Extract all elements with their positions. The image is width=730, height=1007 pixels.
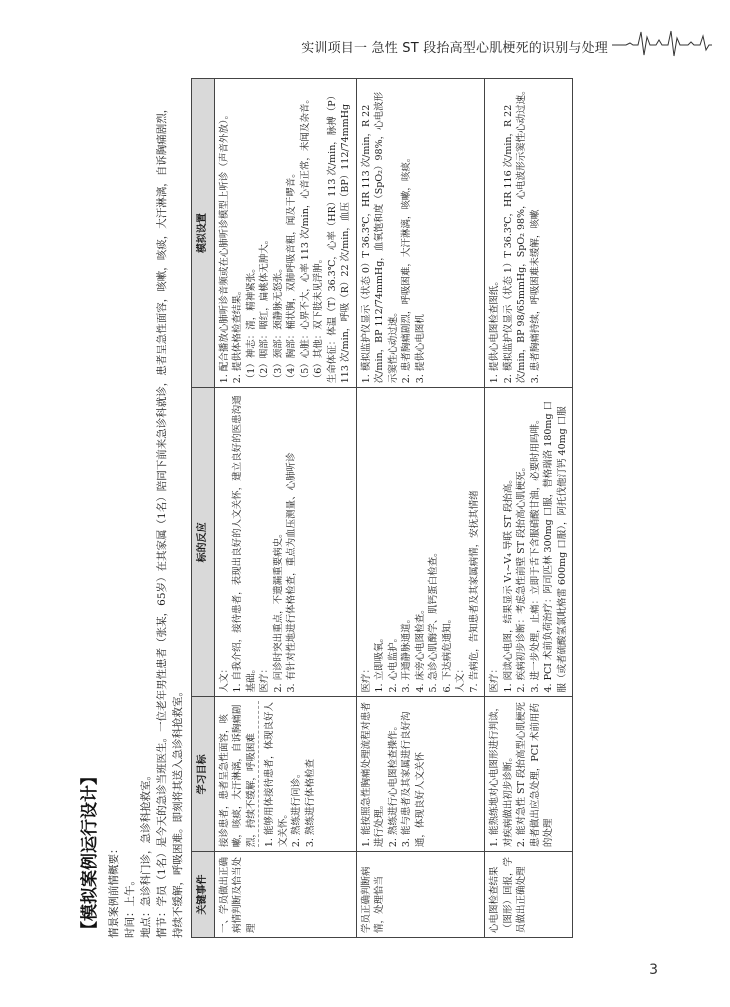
setting-item: 3. 提供心电图机 <box>414 314 426 384</box>
cell-objectives <box>485 697 573 852</box>
setting-item: 1. 配合播放心肺听诊音频或在心肺听诊模型上听诊（声音外放）。 <box>218 109 230 384</box>
simulation-table <box>191 78 573 938</box>
setting-item: （2）咽部：咽红，扁桃体无肿大。 <box>259 234 270 384</box>
ecg-wave-icon <box>612 28 712 58</box>
response-item: 4. 床旁心电图检查。 <box>414 604 426 693</box>
running-header-title: 实训项目一 急性 ST 段抬高型心肌梗死的识别与处理 <box>301 41 608 56</box>
cell-key-event <box>214 852 356 938</box>
response-item: 3. 开通静脉通道。 <box>401 613 412 693</box>
scenario-time: 时间：上午。 <box>124 875 136 938</box>
key-event-text: 心电图检查结果（图形）回报，学员做出正确处理 <box>489 856 527 933</box>
response-item: 6. 下达病危通知。 <box>441 613 453 693</box>
cell-settings <box>214 79 356 388</box>
setting-item: 2. 患者胸痛剧烈，呼吸困难，大汗淋漓，咳嗽，咳痰。 <box>401 152 412 384</box>
scenario-place: 地点：急诊科门诊，急诊科抢救室。 <box>140 770 152 938</box>
response-item: 1. 阅读心电图，结果显示 V₁~V₄ 导联 ST 段抬高。 <box>502 474 514 693</box>
setting-item: （3）颈部：颈静脉无怒张。 <box>272 263 284 384</box>
response-item: 人文： <box>455 663 466 693</box>
response-item: 3. 进一步处理，止痛：立即于舌下含服硝酸甘油，必要时用吗啡。 <box>529 414 541 693</box>
setting-item: 1. 模拟监护仪显示（状态 0）T 36.3℃，HR 113 次/min，R 22 次/min，BP 112/74mmHg，血氧饱和度（SpO₂）98%，心电波形示窦性心动过速。 <box>360 91 399 384</box>
cell-key-event <box>356 852 485 938</box>
header-setting: 模拟设置 <box>192 79 215 388</box>
objective-item: 2. 熟练进行心电图检查操作。 <box>387 721 399 848</box>
setting-item: 3. 患者胸痛持续，呼吸困难未缓解，咳嗽 <box>529 209 541 384</box>
patient-presentation: 接诊患者，患者呈急性面容，咳嗽，咳痰，大汗淋漓，自诉胸痛剧烈，持续不缓解，呼吸困难 <box>218 702 260 848</box>
cell-key-event <box>485 852 573 938</box>
response-item: 医疗： <box>489 663 500 693</box>
cell-responses <box>356 388 485 697</box>
cell-objectives <box>214 697 356 852</box>
objective-item: 3. 熟练进行体格检查 <box>304 759 316 848</box>
response-item: 4. PCI 术前负荷治疗：阿司匹林 300mg 口服，替格瑞洛 180mg 口服（或者硫酸氢氯吡格雷 600mg 口服），阿托伐他汀钙 40mg 口服 <box>543 400 568 693</box>
setting-item: （6）其他：双下肢未见浮肿。 <box>313 253 324 384</box>
setting-item: 2. 提供体格检查结果。 <box>232 285 243 384</box>
page-number: 3 <box>649 962 658 978</box>
objective-item: 3. 能与患者及其家属进行良好沟通，体现良好人文关怀 <box>401 711 426 848</box>
setting-item: （5）心脏：心界不大，心率 113 次/min，心音正常，未闻及杂音。 <box>299 94 311 384</box>
key-event-text: 学员正确判断病情，处理恰当 <box>360 866 385 933</box>
setting-item: 1. 提供心电图检查图纸。 <box>489 276 500 384</box>
response-item: 1. 立即吸氧。 <box>374 632 385 693</box>
response-item: 医疗： <box>259 663 270 693</box>
table-row <box>485 79 573 938</box>
objective-item: 1. 能够用体接待患者，体现良好人文关怀。 <box>264 702 289 848</box>
response-item: 2. 问诊时突出重点，不遗漏重要病史。 <box>272 528 284 693</box>
setting-item: 2. 模拟监护仪显示（状态 1）T 36.3℃，HR 116 次/min，R 22 次/min，BP 98/65mmHg，SpO₂ 98%，心电波形示窦性心动过速。 <box>502 85 527 384</box>
objective-item: 2. 熟练进行问诊。 <box>291 768 302 848</box>
table-header-row <box>192 79 215 938</box>
response-item: 人文： <box>218 663 230 693</box>
scenario-plot-line1: 情节：学员（1名）是今天的急诊当班医生。一位老年男性患者（张某，65岁）在其家属（1名）陪同下前来急诊科就诊，患者呈急性面容，咳嗽，咳痰，大汗淋漓，自诉胸痛剧烈， <box>156 102 168 938</box>
response-item: 1. 自我介绍，接待患者，表现出良好的人文关怀，建立良好的医患沟通基础。 <box>232 395 257 693</box>
scenario-heading: 情景案例前情概要： <box>108 843 120 938</box>
scenario-summary <box>106 78 186 938</box>
cell-settings <box>485 79 573 388</box>
table-row <box>214 79 356 938</box>
setting-item: 生命体征：体温（T）36.3℃，心率（HR）113 次/min，脉搏（P）113 次/min，呼吸（R）22 次/min，血压（BP）112/74mmHg <box>326 90 351 384</box>
scenario-plot-line2: 持续不缓解，呼吸困难。即刻将其送入急诊科抢救室。 <box>172 686 184 938</box>
response-item: 3. 有针对性地进行体格检查，重点为血压测量、心肺听诊 <box>286 452 297 693</box>
response-item: 7. 告病危，告知患者及其家属病情，安抚其情绪 <box>468 490 480 693</box>
header-objective: 学习目标 <box>192 697 215 852</box>
response-item: 2. 心电监护。 <box>387 632 399 693</box>
table-row <box>356 79 485 938</box>
objective-item: 2. 能对急性 ST 段抬高型心肌梗死患者做出应急处理，PCI 术前用药的处理 <box>516 702 554 848</box>
response-item: 医疗： <box>360 663 372 693</box>
cell-responses <box>485 388 573 697</box>
rotated-content <box>75 78 675 938</box>
cell-settings <box>356 79 485 388</box>
header-response: 标的反应 <box>192 388 215 697</box>
setting-item: （4）胸部：桶状胸，双肺呼吸音粗，闻及干啰音。 <box>286 168 297 384</box>
setting-item: （1）神志：清，精神紧张。 <box>245 263 257 384</box>
objective-item: 1. 能熟练地对心电图形进行判读，对疾病做出初步诊断。 <box>489 702 514 848</box>
response-item: 2. 疾病初步诊断：考虑急性前壁 ST 段抬高心肌梗死。 <box>516 462 527 693</box>
header-key-event: 关键事件 <box>192 852 215 938</box>
objective-item: 1. 能按照急性胸痛处理流程对患者进行处理。 <box>360 702 385 848</box>
response-item: 5. 急诊心肌酶学、肌钙蛋白检查。 <box>428 547 439 693</box>
cell-objectives <box>356 697 485 852</box>
key-event-text: 一、学员做出正确病情判断及恰当处理 <box>218 856 257 933</box>
section-title: 【模拟案例运行设计】 <box>80 768 100 938</box>
cell-responses <box>214 388 356 697</box>
